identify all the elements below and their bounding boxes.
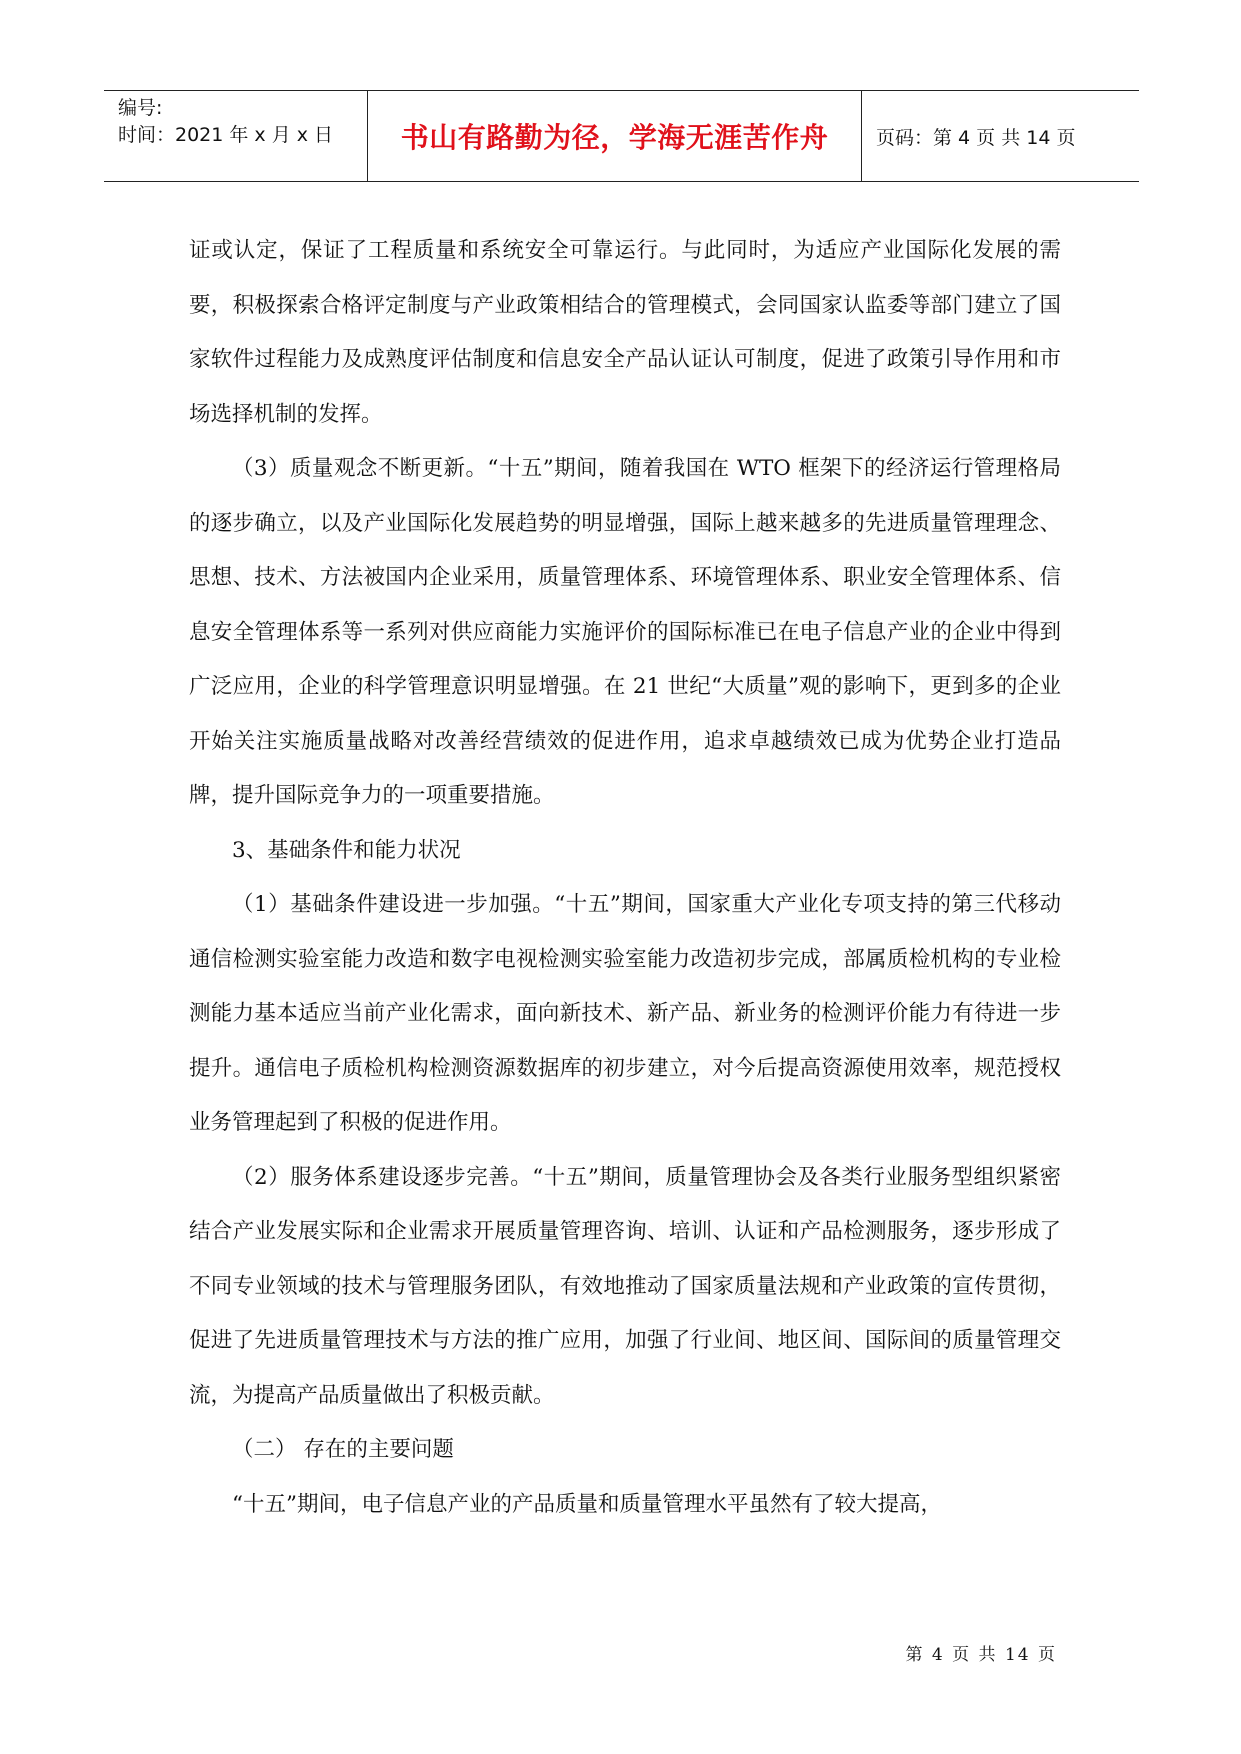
body-paragraph: “十五”期间，电子信息产业的产品质量和质量管理水平虽然有了较大提高， — [232, 1491, 942, 1517]
body-paragraph: （2）服务体系建设逐步完善。“十五”期间，质量管理协会及各类行业服务型组织紧密结合产业发展实际和企业需求开展质量管理咨询、培训、认证和产品检测服务，逐步形成了不同专业领域的技术与管理服务团队，有效地推动了国家质量法规和产业政策的宣传贯彻，促进了先进质量管理技术与方法的推广应用，加强了行业间、地区间、国际间的质量管理交流，为提高产品质量做出了积极贡献。 — [189, 1164, 1061, 1408]
document-body — [189, 224, 1061, 1532]
number-label: 编号: — [118, 97, 163, 119]
document-header — [104, 90, 1139, 182]
body-paragraph: （1）基础条件建设进一步加强。“十五”期间，国家重大产业化专项支持的第三代移动通信检测实验室能力改造和数字电视检测实验室能力改造初步完成，部属质检机构的专业检测能力基本适应当前产业化需求，面向新技术、新产品、新业务的检测评价能力有待进一步提升。通信电子质检机构检测资源数据库的初步建立，对今后提高资源使用效率，规范授权业务管理起到了积极的促进作用。 — [189, 892, 1061, 1135]
header-motto-cell — [368, 91, 862, 181]
header-meta-cell — [104, 91, 368, 181]
section-heading: （二） 存在的主要问题 — [232, 1437, 454, 1462]
motto-text: 书山有路勤为径，学海无涯苦作舟 — [400, 121, 829, 154]
time-label: 时间：2021 年 x 月 x 日 — [118, 124, 334, 146]
body-paragraph: 证或认定，保证了工程质量和系统安全可靠运行。与此同时，为适应产业国际化发展的需要，积极探索合格评定制度与产业政策相结合的管理模式，会同国家认监委等部门建立了国家软件过程能力及成熟度评估制度和信息安全产品认证认可制度，促进了政策引导作用和市场选择机制的发挥。 — [189, 238, 1061, 427]
page-footer: 第 4 页 共 14 页 — [905, 1645, 1057, 1665]
header-page-cell — [862, 91, 1139, 181]
section-heading: 3、基础条件和能力状况 — [232, 837, 461, 863]
body-paragraph: （3）质量观念不断更新。“十五”期间，随着我国在 WTO 框架下的经济运行管理格局的逐步确立，以及产业国际化发展趋势的明显增强，国际上越来越多的先进质量管理理念、思想、技术、方法被国内企业采用，质量管理体系、环境管理体系、职业安全管理体系、信息安全管理体系等一系列对供应商能力实施评价的国际标准已在电子信息产业的企业中得到广泛应用，企业的科学管理意识明显增强。在 21 世纪“大质量”观的影响下，更到多的企业开始关注实施质量战略对改善经营绩效的促进作用，追求卓越绩效已成为优势企业打造品牌，提升国际竞争力的一项重要措施。 — [189, 456, 1061, 808]
page-code: 页码：第 4 页 共 14 页 — [876, 126, 1076, 149]
